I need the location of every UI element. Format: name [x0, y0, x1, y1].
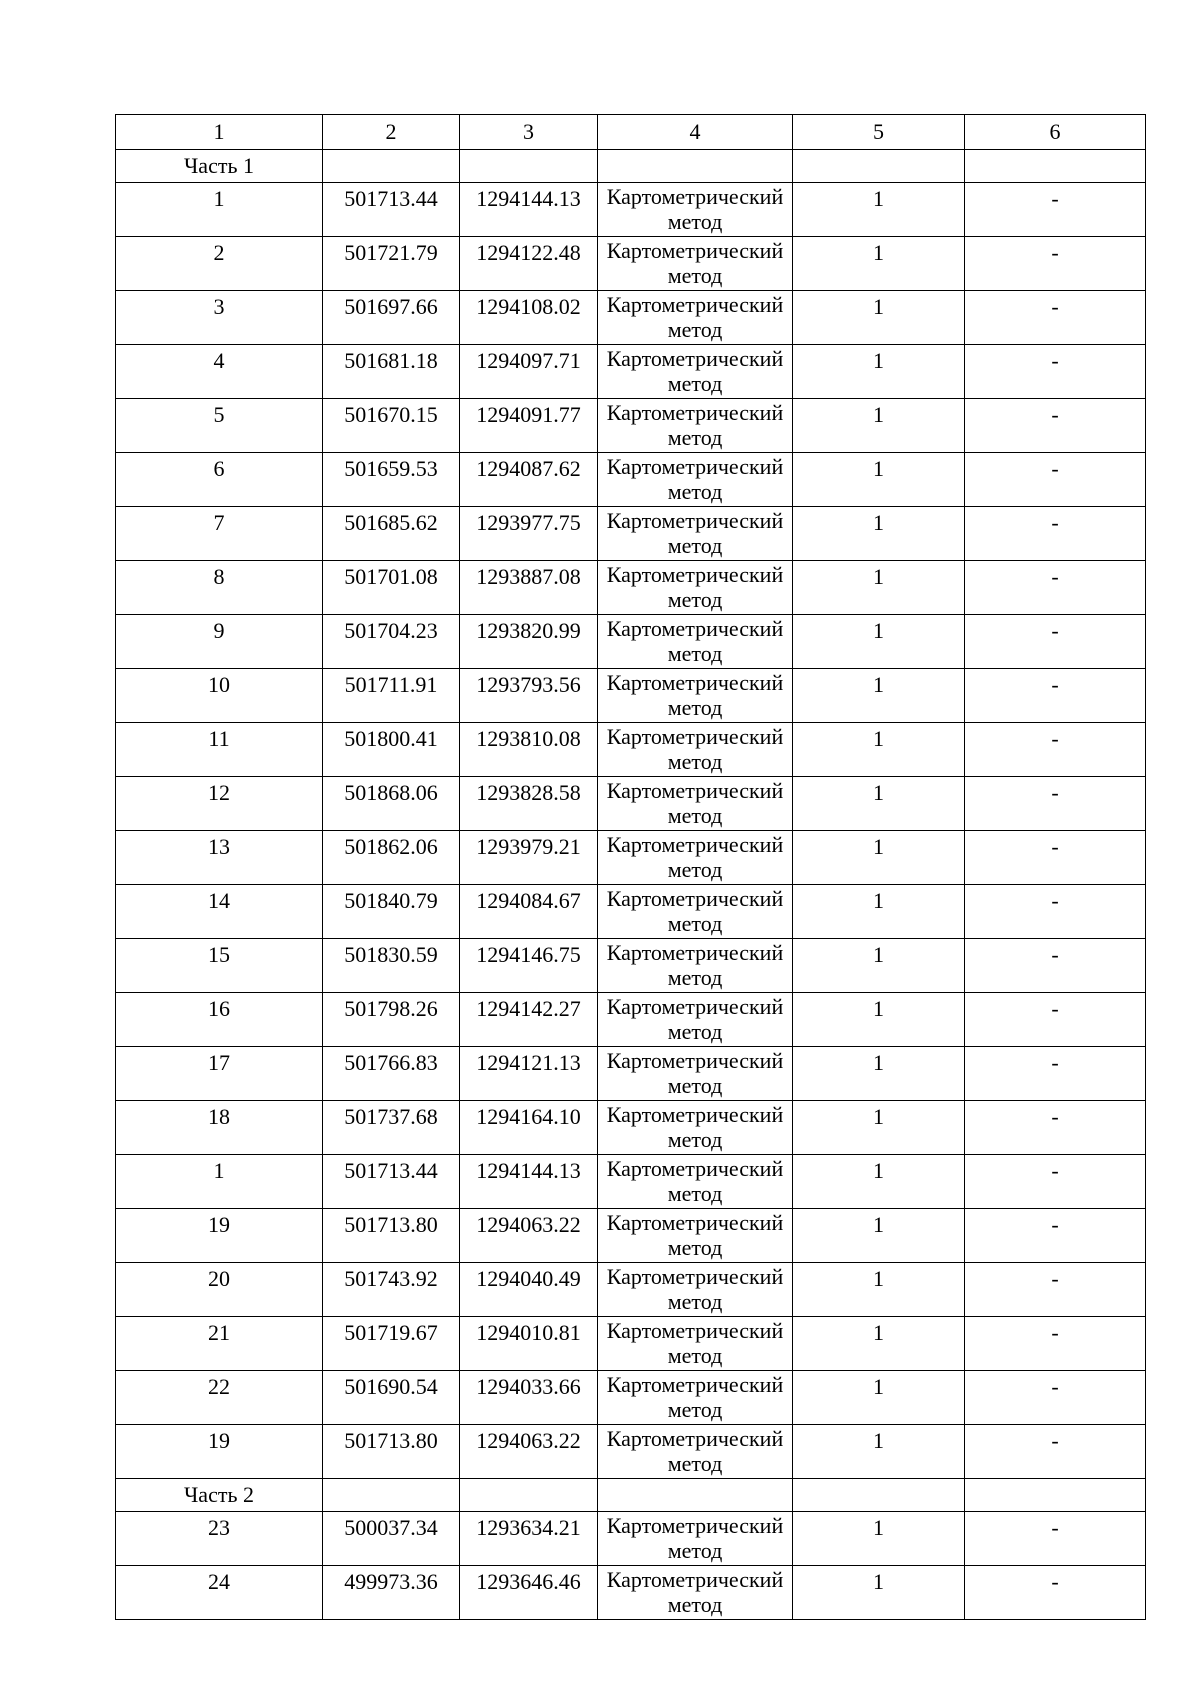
table-row — [116, 345, 1146, 399]
method-line: метод — [667, 749, 723, 774]
point-number-cell: 3 — [116, 291, 323, 345]
accuracy-cell: 1 — [793, 183, 965, 237]
section-row — [116, 1479, 1146, 1512]
empty-cell — [793, 1479, 965, 1512]
y-coordinate-cell: 1293979.21 — [460, 831, 598, 885]
method-cell — [598, 1566, 793, 1620]
method-cell — [598, 183, 793, 237]
method-cell — [598, 1101, 793, 1155]
header-cell-5: 5 — [793, 115, 965, 150]
point-number-cell: 4 — [116, 345, 323, 399]
description-cell: - — [965, 723, 1146, 777]
point-number-cell: 7 — [116, 507, 323, 561]
x-coordinate-cell: 501697.66 — [323, 291, 460, 345]
x-coordinate-cell: 501681.18 — [323, 345, 460, 399]
method-line: Картометрический — [606, 508, 784, 533]
method-line: Картометрический — [606, 994, 784, 1019]
point-number-cell: 9 — [116, 615, 323, 669]
y-coordinate-cell: 1293820.99 — [460, 615, 598, 669]
method-cell — [598, 615, 793, 669]
method-line: Картометрический — [606, 616, 784, 641]
x-coordinate-cell: 501798.26 — [323, 993, 460, 1047]
method-line: Картометрический — [606, 886, 784, 911]
point-number-cell: 10 — [116, 669, 323, 723]
description-cell: - — [965, 507, 1146, 561]
empty-cell — [598, 1479, 793, 1512]
method-line: метод — [667, 1073, 723, 1098]
y-coordinate-cell: 1294063.22 — [460, 1209, 598, 1263]
point-number-cell: 18 — [116, 1101, 323, 1155]
method-cell — [598, 291, 793, 345]
table-row — [116, 831, 1146, 885]
method-cell — [598, 1047, 793, 1101]
method-cell — [598, 507, 793, 561]
x-coordinate-cell: 501685.62 — [323, 507, 460, 561]
table-row — [116, 291, 1146, 345]
table-row — [116, 777, 1146, 831]
method-line: метод — [667, 857, 723, 882]
table-row — [116, 1317, 1146, 1371]
method-cell — [598, 723, 793, 777]
accuracy-cell: 1 — [793, 993, 965, 1047]
accuracy-cell: 1 — [793, 1209, 965, 1263]
x-coordinate-cell: 499973.36 — [323, 1566, 460, 1620]
x-coordinate-cell: 501711.91 — [323, 669, 460, 723]
method-cell — [598, 1425, 793, 1479]
y-coordinate-cell: 1294097.71 — [460, 345, 598, 399]
method-line: Картометрический — [606, 1318, 784, 1343]
method-line: метод — [667, 209, 723, 234]
method-cell — [598, 561, 793, 615]
description-cell: - — [965, 345, 1146, 399]
method-line: метод — [667, 695, 723, 720]
y-coordinate-cell: 1294040.49 — [460, 1263, 598, 1317]
accuracy-cell: 1 — [793, 1263, 965, 1317]
table-row — [116, 183, 1146, 237]
method-line: метод — [667, 1397, 723, 1422]
x-coordinate-cell: 501704.23 — [323, 615, 460, 669]
accuracy-cell: 1 — [793, 1566, 965, 1620]
method-line: метод — [667, 911, 723, 936]
description-cell: - — [965, 561, 1146, 615]
coordinates-table-body — [116, 115, 1146, 1620]
accuracy-cell: 1 — [793, 399, 965, 453]
method-line: метод — [667, 1538, 723, 1563]
section-row — [116, 150, 1146, 183]
table-row — [116, 723, 1146, 777]
method-line: метод — [667, 425, 723, 450]
y-coordinate-cell: 1293828.58 — [460, 777, 598, 831]
method-line: Картометрический — [606, 1210, 784, 1235]
accuracy-cell: 1 — [793, 1047, 965, 1101]
header-cell-4: 4 — [598, 115, 793, 150]
y-coordinate-cell: 1294087.62 — [460, 453, 598, 507]
method-line: Картометрический — [606, 1156, 784, 1181]
x-coordinate-cell: 501713.44 — [323, 1155, 460, 1209]
accuracy-cell: 1 — [793, 939, 965, 993]
method-line: Картометрический — [606, 1102, 784, 1127]
method-cell — [598, 453, 793, 507]
y-coordinate-cell: 1294033.66 — [460, 1371, 598, 1425]
method-line: метод — [667, 803, 723, 828]
description-cell: - — [965, 993, 1146, 1047]
y-coordinate-cell: 1294164.10 — [460, 1101, 598, 1155]
point-number-cell: 13 — [116, 831, 323, 885]
description-cell: - — [965, 615, 1146, 669]
method-line: Картометрический — [606, 562, 784, 587]
point-number-cell: 6 — [116, 453, 323, 507]
description-cell: - — [965, 291, 1146, 345]
table-row — [116, 1047, 1146, 1101]
y-coordinate-cell: 1294144.13 — [460, 183, 598, 237]
method-cell — [598, 669, 793, 723]
accuracy-cell: 1 — [793, 831, 965, 885]
accuracy-cell: 1 — [793, 291, 965, 345]
description-cell: - — [965, 1566, 1146, 1620]
method-line: Картометрический — [606, 724, 784, 749]
y-coordinate-cell: 1294108.02 — [460, 291, 598, 345]
x-coordinate-cell: 501766.83 — [323, 1047, 460, 1101]
description-cell: - — [965, 399, 1146, 453]
point-number-cell: 2 — [116, 237, 323, 291]
accuracy-cell: 1 — [793, 561, 965, 615]
table-row — [116, 1371, 1146, 1425]
x-coordinate-cell: 501701.08 — [323, 561, 460, 615]
method-cell — [598, 237, 793, 291]
table-row — [116, 1566, 1146, 1620]
method-line: Картометрический — [606, 292, 784, 317]
method-line: Картометрический — [606, 1048, 784, 1073]
description-cell: - — [965, 885, 1146, 939]
method-line: метод — [667, 1451, 723, 1476]
header-cell-2: 2 — [323, 115, 460, 150]
method-line: метод — [667, 965, 723, 990]
description-cell: - — [965, 1101, 1146, 1155]
table-row — [116, 1263, 1146, 1317]
method-line: Картометрический — [606, 778, 784, 803]
method-line: метод — [667, 587, 723, 612]
empty-cell — [323, 1479, 460, 1512]
accuracy-cell: 1 — [793, 1512, 965, 1566]
point-number-cell: 5 — [116, 399, 323, 453]
method-line: Картометрический — [606, 1567, 784, 1592]
method-line: Картометрический — [606, 940, 784, 965]
method-line: метод — [667, 533, 723, 558]
table-row — [116, 669, 1146, 723]
description-cell: - — [965, 1371, 1146, 1425]
description-cell: - — [965, 1512, 1146, 1566]
accuracy-cell: 1 — [793, 1155, 965, 1209]
x-coordinate-cell: 501713.44 — [323, 183, 460, 237]
empty-cell — [460, 1479, 598, 1512]
method-line: Картометрический — [606, 832, 784, 857]
method-cell — [598, 1263, 793, 1317]
description-cell: - — [965, 237, 1146, 291]
y-coordinate-cell: 1294146.75 — [460, 939, 598, 993]
accuracy-cell: 1 — [793, 885, 965, 939]
x-coordinate-cell: 501713.80 — [323, 1209, 460, 1263]
description-cell: - — [965, 939, 1146, 993]
accuracy-cell: 1 — [793, 723, 965, 777]
table-row — [116, 561, 1146, 615]
x-coordinate-cell: 501800.41 — [323, 723, 460, 777]
point-number-cell: 17 — [116, 1047, 323, 1101]
method-line: метод — [667, 371, 723, 396]
description-cell: - — [965, 1317, 1146, 1371]
header-cell-3: 3 — [460, 115, 598, 150]
point-number-cell: 22 — [116, 1371, 323, 1425]
empty-cell — [460, 150, 598, 183]
method-line: метод — [667, 1592, 723, 1617]
description-cell: - — [965, 1209, 1146, 1263]
y-coordinate-cell: 1293793.56 — [460, 669, 598, 723]
description-cell: - — [965, 1263, 1146, 1317]
description-cell: - — [965, 1425, 1146, 1479]
empty-cell — [793, 150, 965, 183]
method-line: метод — [667, 1127, 723, 1152]
method-cell — [598, 1155, 793, 1209]
point-number-cell: 11 — [116, 723, 323, 777]
y-coordinate-cell: 1293887.08 — [460, 561, 598, 615]
method-line: Картометрический — [606, 238, 784, 263]
accuracy-cell: 1 — [793, 1101, 965, 1155]
method-line: Картометрический — [606, 1372, 784, 1397]
y-coordinate-cell: 1294010.81 — [460, 1317, 598, 1371]
y-coordinate-cell: 1293646.46 — [460, 1566, 598, 1620]
accuracy-cell: 1 — [793, 669, 965, 723]
point-number-cell: 1 — [116, 183, 323, 237]
table-row — [116, 507, 1146, 561]
method-cell — [598, 885, 793, 939]
x-coordinate-cell: 501719.67 — [323, 1317, 460, 1371]
method-cell — [598, 939, 793, 993]
table-row — [116, 615, 1146, 669]
y-coordinate-cell: 1294063.22 — [460, 1425, 598, 1479]
coordinates-table — [115, 114, 1146, 1620]
empty-cell — [323, 150, 460, 183]
method-line: метод — [667, 1235, 723, 1260]
empty-cell — [965, 150, 1146, 183]
point-number-cell: 1 — [116, 1155, 323, 1209]
table-row — [116, 993, 1146, 1047]
section-label: Часть 2 — [116, 1479, 323, 1512]
y-coordinate-cell: 1293977.75 — [460, 507, 598, 561]
point-number-cell: 20 — [116, 1263, 323, 1317]
point-number-cell: 12 — [116, 777, 323, 831]
x-coordinate-cell: 501713.80 — [323, 1425, 460, 1479]
method-cell — [598, 777, 793, 831]
x-coordinate-cell: 501862.06 — [323, 831, 460, 885]
method-cell — [598, 399, 793, 453]
method-cell — [598, 1512, 793, 1566]
description-cell: - — [965, 453, 1146, 507]
method-line: метод — [667, 1019, 723, 1044]
method-line: метод — [667, 317, 723, 342]
header-cell-6: 6 — [965, 115, 1146, 150]
accuracy-cell: 1 — [793, 345, 965, 399]
header-cell-1: 1 — [116, 115, 323, 150]
y-coordinate-cell: 1294144.13 — [460, 1155, 598, 1209]
x-coordinate-cell: 501830.59 — [323, 939, 460, 993]
table-row — [116, 453, 1146, 507]
header-row — [116, 115, 1146, 150]
x-coordinate-cell: 501868.06 — [323, 777, 460, 831]
point-number-cell: 19 — [116, 1209, 323, 1263]
table-row — [116, 885, 1146, 939]
point-number-cell: 19 — [116, 1425, 323, 1479]
x-coordinate-cell: 501659.53 — [323, 453, 460, 507]
y-coordinate-cell: 1294121.13 — [460, 1047, 598, 1101]
table-row — [116, 237, 1146, 291]
accuracy-cell: 1 — [793, 615, 965, 669]
x-coordinate-cell: 501743.92 — [323, 1263, 460, 1317]
method-line: Картометрический — [606, 670, 784, 695]
method-line: метод — [667, 1343, 723, 1368]
description-cell: - — [965, 183, 1146, 237]
y-coordinate-cell: 1293810.08 — [460, 723, 598, 777]
accuracy-cell: 1 — [793, 1371, 965, 1425]
accuracy-cell: 1 — [793, 237, 965, 291]
method-line: метод — [667, 641, 723, 666]
method-line: Картометрический — [606, 454, 784, 479]
point-number-cell: 14 — [116, 885, 323, 939]
method-line: метод — [667, 263, 723, 288]
x-coordinate-cell: 501670.15 — [323, 399, 460, 453]
point-number-cell: 23 — [116, 1512, 323, 1566]
section-label: Часть 1 — [116, 150, 323, 183]
description-cell: - — [965, 669, 1146, 723]
method-cell — [598, 993, 793, 1047]
y-coordinate-cell: 1294091.77 — [460, 399, 598, 453]
point-number-cell: 8 — [116, 561, 323, 615]
method-cell — [598, 1317, 793, 1371]
method-line: метод — [667, 479, 723, 504]
method-cell — [598, 345, 793, 399]
method-cell — [598, 831, 793, 885]
method-line: Картометрический — [606, 1426, 784, 1451]
x-coordinate-cell: 500037.34 — [323, 1512, 460, 1566]
point-number-cell: 15 — [116, 939, 323, 993]
method-cell — [598, 1209, 793, 1263]
empty-cell — [965, 1479, 1146, 1512]
x-coordinate-cell: 501721.79 — [323, 237, 460, 291]
table-row — [116, 1209, 1146, 1263]
x-coordinate-cell: 501737.68 — [323, 1101, 460, 1155]
y-coordinate-cell: 1293634.21 — [460, 1512, 598, 1566]
table-row — [116, 1512, 1146, 1566]
description-cell: - — [965, 1155, 1146, 1209]
accuracy-cell: 1 — [793, 1317, 965, 1371]
method-line: метод — [667, 1289, 723, 1314]
point-number-cell: 24 — [116, 1566, 323, 1620]
accuracy-cell: 1 — [793, 777, 965, 831]
accuracy-cell: 1 — [793, 1425, 965, 1479]
point-number-cell: 21 — [116, 1317, 323, 1371]
table-row — [116, 399, 1146, 453]
method-line: Картометрический — [606, 1264, 784, 1289]
description-cell: - — [965, 1047, 1146, 1101]
description-cell: - — [965, 831, 1146, 885]
method-line: Картометрический — [606, 346, 784, 371]
y-coordinate-cell: 1294122.48 — [460, 237, 598, 291]
method-line: Картометрический — [606, 400, 784, 425]
method-line: Картометрический — [606, 1513, 784, 1538]
method-line: Картометрический — [606, 184, 784, 209]
accuracy-cell: 1 — [793, 453, 965, 507]
y-coordinate-cell: 1294142.27 — [460, 993, 598, 1047]
table-row — [116, 1101, 1146, 1155]
table-row — [116, 1425, 1146, 1479]
description-cell: - — [965, 777, 1146, 831]
table-row — [116, 1155, 1146, 1209]
y-coordinate-cell: 1294084.67 — [460, 885, 598, 939]
x-coordinate-cell: 501840.79 — [323, 885, 460, 939]
table-row — [116, 939, 1146, 993]
empty-cell — [598, 150, 793, 183]
x-coordinate-cell: 501690.54 — [323, 1371, 460, 1425]
accuracy-cell: 1 — [793, 507, 965, 561]
method-cell — [598, 1371, 793, 1425]
method-line: метод — [667, 1181, 723, 1206]
point-number-cell: 16 — [116, 993, 323, 1047]
